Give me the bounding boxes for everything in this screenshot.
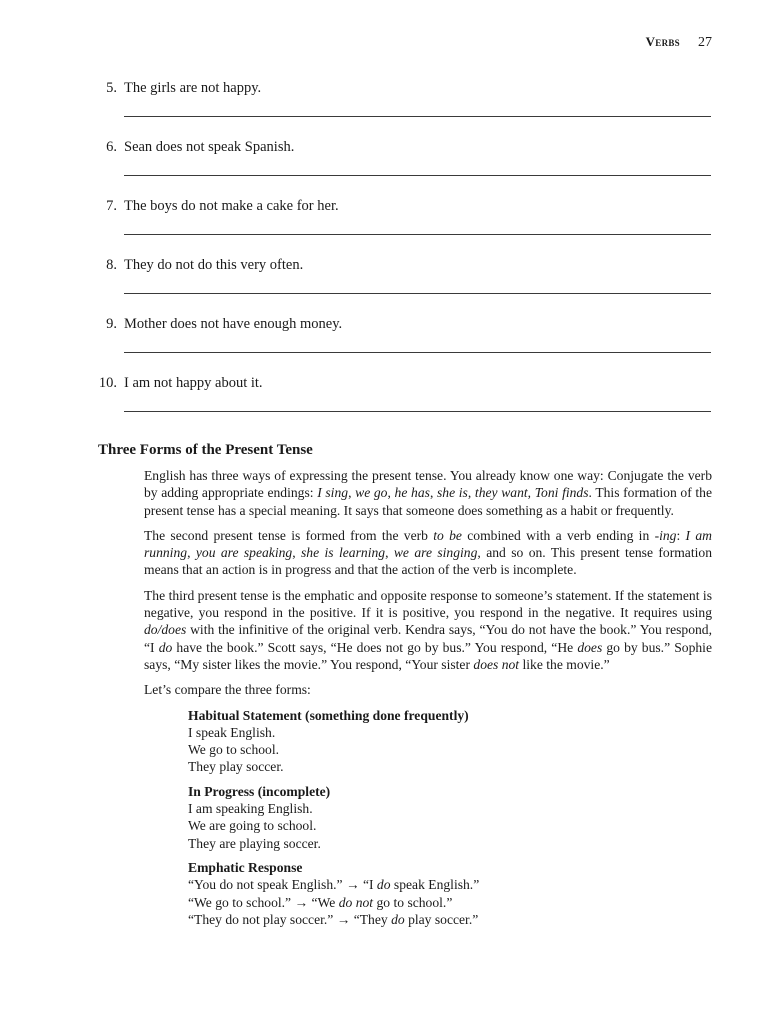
exercise-sentence: Sean does not speak Spanish. [124,139,295,155]
italic-text: Toni finds [534,485,589,501]
exercise-number: 6. [106,139,117,155]
answer-line [124,116,711,117]
exercise-sentence: They do not do this very often. [124,257,304,273]
example-line: We are going to school. [188,818,317,834]
page-number: 27 [698,35,712,50]
exercise-item [96,257,711,316]
example-line: We go to school. [188,742,280,758]
exercise-number: 8. [106,257,117,273]
exercise-item [96,139,711,198]
body-text [144,467,712,935]
running-section-title: Verbs [645,34,680,49]
italic-text: she is learning [301,545,386,561]
italic-text: do not [338,894,374,910]
exercise-list [96,80,711,434]
italic-text: you are speaking [195,545,293,561]
exercise-sentence: The boys do not make a cake for her. [124,198,339,214]
form-title: In Progress (incomplete) [188,783,331,799]
form-group-habitual [188,707,712,776]
exercise-item [96,316,711,375]
form-title: Habitual Statement (something done frequently) [188,707,469,723]
italic-text: does [577,639,603,655]
answer-line [124,352,711,353]
example-line: “They do not play soccer.” → “They do play soccer.” [188,911,479,927]
italic-text: to be [433,527,462,543]
italic-text: she is [437,485,468,501]
exercise-number: 5. [106,80,117,96]
italic-text: I sing [317,485,349,501]
answer-line [124,411,711,412]
exercise-sentence: Mother does not have enough money. [124,316,343,332]
exercise-item [96,198,711,257]
italic-text: do [376,877,391,893]
exercise-number: 10. [98,375,117,391]
italic-text: do [158,639,173,655]
italic-text: we go [355,485,388,501]
paragraph: English has three ways of expressing the present tense. You already know one way: Conjugate the verb by adding appropriate endings: I sing, we go, he has, she is, they want, Toni finds. This formation of the present tense has a special meaning. It says that someone does something as a habit or frequently. [144,468,713,518]
exercise-item [96,375,711,434]
example-line: I am speaking English. [188,801,313,817]
paragraph: The third present tense is the emphatic and opposite response to someone’s statement. If the statement is negative, you respond in the positive. If it is positive, you respond in the negative. It requires using do/does with the infinitive of the original verb. Kendra says, “You do not have the book.” You respond, “I do have the book.” Scott says, “He does not go by bus.” You respond, “He does go by bus.” Sophie says, “My sister likes the movie.” You respond, “Your sister does not like the movie.” [144,587,712,672]
exercise-sentence: The girls are not happy. [124,80,262,96]
answer-line [124,175,711,176]
form-title: Emphatic Response [188,859,303,875]
italic-text: I am running [144,527,712,561]
example-line: “You do not speak English.” → “I do speak English.” [188,877,480,893]
forms-comparison [188,707,712,929]
paragraph: The second present tense is formed from the verb to be combined with a verb ending in -ing: I am running, you are speaking, she is learning, we are singing, and so on. This present tense formation means that an action is in progress and that the action of the verb is incomplete. [144,527,712,578]
exercise-number: 9. [106,316,117,332]
exercise-sentence: I am not happy about it. [124,375,263,391]
italic-text: does not [473,656,520,672]
form-group-emphatic [188,859,712,928]
italic-text: do [391,911,405,927]
italic-text: he has [394,485,430,501]
italic-text: do/does [144,622,187,638]
compare-intro: Let’s compare the three forms: [144,682,311,698]
answer-line [124,293,711,294]
italic-text: we are singing [393,545,478,561]
section-heading: Three Forms of the Present Tense [98,442,313,458]
italic-text: they want [474,485,528,501]
example-line: They play soccer. [188,759,284,775]
example-line: They are playing soccer. [188,835,321,851]
italic-text: -ing [654,527,677,543]
exercise-number: 7. [106,198,117,214]
example-line: I speak English. [188,724,276,740]
example-line: “We go to school.” → “We do not go to school.” [188,894,453,910]
form-group-in-progress [188,783,712,852]
page-header [646,34,712,51]
answer-line [124,234,711,235]
exercise-item [96,80,711,139]
